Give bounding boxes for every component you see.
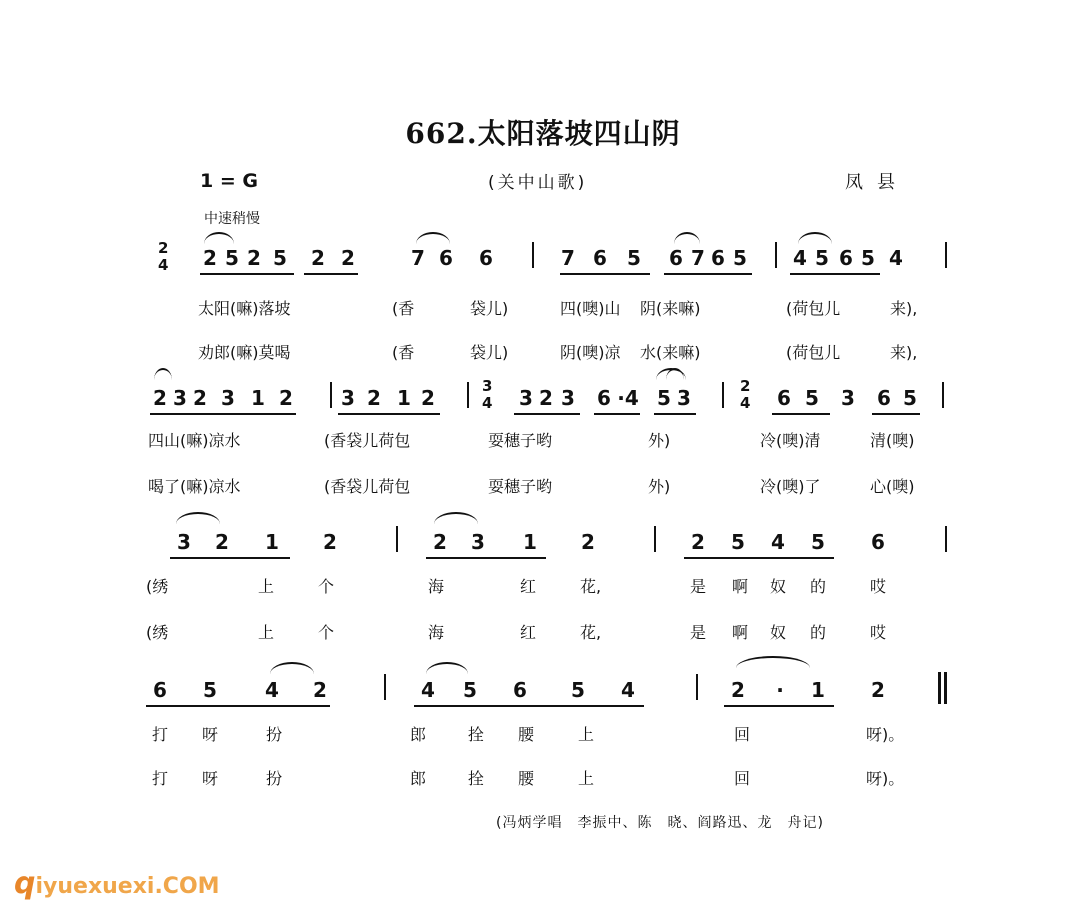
- lyric-verse-2: (香: [392, 343, 415, 362]
- note: 5: [815, 246, 829, 270]
- note: 5: [203, 678, 217, 702]
- time-signature: [740, 378, 750, 412]
- lyric-verse-2: 袋儿): [470, 343, 509, 362]
- slur-mark: [674, 232, 700, 244]
- note: ·4: [617, 386, 639, 410]
- lyric-verse-1: 呀: [202, 725, 219, 744]
- slur-mark: [176, 512, 220, 524]
- time-signature-bottom: 4: [158, 256, 169, 274]
- note: 2: [871, 678, 885, 702]
- lyric-verse-1: 来),: [890, 299, 918, 318]
- slur-mark: [204, 232, 234, 244]
- note: 2: [323, 530, 337, 554]
- note: 6: [839, 246, 853, 270]
- lyric-verse-1: 太阳(嘛)落坡: [198, 299, 291, 318]
- note: 2: [279, 386, 293, 410]
- note: 3: [561, 386, 575, 410]
- slur-mark: [798, 232, 832, 244]
- note: 3: [173, 386, 187, 410]
- note: 4: [265, 678, 279, 702]
- note: 6: [153, 678, 167, 702]
- place-label: 凤县: [845, 172, 909, 193]
- note: 6: [439, 246, 453, 270]
- slur-mark: [736, 656, 810, 668]
- lyric-verse-2: 劝郎(嘛)莫喝: [198, 343, 291, 362]
- time-signature-top: 2: [158, 239, 169, 257]
- note: 3: [341, 386, 355, 410]
- lyric-verse-1: (香袋儿荷包: [324, 431, 411, 450]
- lyric-verse-2: 冷(噢)了: [760, 477, 821, 496]
- lyric-verse-1: 是: [690, 577, 707, 596]
- lyric-verse-2: 阴(噢)凉: [560, 343, 621, 362]
- lyric-verse-2: 红: [520, 623, 537, 642]
- lyric-verse-2: 海: [428, 623, 445, 642]
- lyric-verse-1: 哎: [870, 577, 887, 596]
- note: 5: [903, 386, 917, 410]
- note: ·: [776, 678, 784, 702]
- barline: [945, 242, 947, 268]
- lyric-verse-2: 呀: [202, 769, 219, 788]
- lyric-verse-1: 的: [810, 577, 827, 596]
- lyric-verse-2: 花,: [580, 623, 602, 642]
- beam-underline: [170, 557, 290, 559]
- note: 2: [215, 530, 229, 554]
- note: 2: [203, 246, 217, 270]
- lyric-verse-1: 阴(来嘛): [640, 299, 701, 318]
- beam-underline: [684, 557, 834, 559]
- lyric-verse-1: 红: [520, 577, 537, 596]
- lyric-verse-1: 袋儿): [470, 299, 509, 318]
- lyric-verse-2: 耍穗子哟: [488, 477, 553, 496]
- lyric-verse-2: 喝了(嘛)凉水: [148, 477, 241, 496]
- lyric-verse-2: 郎: [410, 769, 427, 788]
- time-signature: [482, 378, 492, 412]
- beam-underline: [724, 705, 834, 707]
- beam-underline: [304, 273, 358, 275]
- note: 7: [561, 246, 575, 270]
- note: 6: [593, 246, 607, 270]
- barline: [775, 242, 777, 268]
- beam-underline: [664, 273, 752, 275]
- note: 2: [193, 386, 207, 410]
- beam-underline: [872, 413, 920, 415]
- lyric-verse-2: (绣: [146, 623, 169, 642]
- beam-underline: [514, 413, 580, 415]
- note: 7: [411, 246, 425, 270]
- note: 2: [367, 386, 381, 410]
- lyric-verse-2: 打: [152, 769, 169, 788]
- time-signature-top: 3: [482, 377, 493, 395]
- watermark-text: iyuexuexi.COM: [35, 874, 220, 899]
- note: 1: [265, 530, 279, 554]
- lyric-verse-2: 个: [318, 623, 335, 642]
- lyric-verse-2: 心(噢): [870, 477, 915, 496]
- note: 4: [771, 530, 785, 554]
- note: 1: [397, 386, 411, 410]
- lyric-verse-2: 呀)。: [866, 769, 905, 788]
- note: 1: [811, 678, 825, 702]
- barline: [654, 526, 656, 552]
- lyric-verse-1: 郎: [410, 725, 427, 744]
- note: 2: [313, 678, 327, 702]
- note: 6: [597, 386, 611, 410]
- lyric-verse-1: 打: [152, 725, 169, 744]
- final-barline: [944, 672, 947, 704]
- lyric-verse-2: 来),: [890, 343, 918, 362]
- lyric-verse-2: 哎: [870, 623, 887, 642]
- barline: [467, 382, 469, 408]
- time-signature-bottom: 4: [740, 394, 751, 412]
- note: 3: [177, 530, 191, 554]
- note: 2: [341, 246, 355, 270]
- slur-mark: [426, 662, 468, 674]
- barline: [696, 674, 698, 700]
- lyric-verse-1: (荷包儿: [786, 299, 841, 318]
- lyric-verse-1: 耍穗子哟: [488, 431, 553, 450]
- slur-mark: [434, 512, 478, 524]
- time-signature: [158, 240, 168, 274]
- note: 7: [691, 246, 705, 270]
- note: 5: [571, 678, 585, 702]
- beam-underline: [560, 273, 650, 275]
- lyric-verse-2: 拴: [468, 769, 485, 788]
- lyric-verse-1: 清(噢): [870, 431, 915, 450]
- lyric-verse-2: 上: [578, 769, 595, 788]
- lyric-verse-1: 呀)。: [866, 725, 905, 744]
- barline: [384, 674, 386, 700]
- site-watermark: [14, 866, 220, 901]
- note: 3: [841, 386, 855, 410]
- note: 5: [861, 246, 875, 270]
- note: 2: [731, 678, 745, 702]
- note: 6: [877, 386, 891, 410]
- lyric-verse-2: 外): [648, 477, 671, 496]
- note: 4: [793, 246, 807, 270]
- lyric-verse-2: 腰: [518, 769, 535, 788]
- watermark-logo-icon: q: [14, 866, 36, 901]
- beam-underline: [146, 705, 330, 707]
- lyric-verse-2: 是: [690, 623, 707, 642]
- note: 2: [247, 246, 261, 270]
- note: 6: [871, 530, 885, 554]
- note: 6: [513, 678, 527, 702]
- note: 3: [677, 386, 691, 410]
- beam-underline: [790, 273, 880, 275]
- lyric-verse-1: 四(噢)山: [560, 299, 621, 318]
- beam-underline: [150, 413, 296, 415]
- tempo-marking: 中速稍慢: [204, 211, 260, 227]
- note: 6: [479, 246, 493, 270]
- barline: [722, 382, 724, 408]
- lyric-verse-2: 奴: [770, 623, 787, 642]
- final-barline: [938, 672, 941, 704]
- barline: [532, 242, 534, 268]
- slur-mark: [154, 368, 172, 380]
- credit-line: (冯炳学唱 李振中、陈 晓、阎路迅、龙 舟记): [496, 815, 824, 831]
- slur-mark: [270, 662, 314, 674]
- key-signature: 1 = G: [200, 170, 258, 192]
- slur-mark: [416, 232, 450, 244]
- barline: [945, 526, 947, 552]
- lyric-verse-1: 外): [648, 431, 671, 450]
- beam-underline: [200, 273, 294, 275]
- note: 5: [657, 386, 671, 410]
- note: 1: [251, 386, 265, 410]
- lyric-verse-1: 个: [318, 577, 335, 596]
- beam-underline: [414, 705, 644, 707]
- lyric-verse-1: 扮: [266, 725, 283, 744]
- note: 1: [523, 530, 537, 554]
- note: 2: [691, 530, 705, 554]
- note: 2: [421, 386, 435, 410]
- beam-underline: [772, 413, 830, 415]
- beam-underline: [654, 413, 696, 415]
- barline: [396, 526, 398, 552]
- note: 5: [273, 246, 287, 270]
- lyric-verse-1: 奴: [770, 577, 787, 596]
- genre-label: (关中山歌): [488, 173, 588, 193]
- note: 6: [777, 386, 791, 410]
- note: 2: [311, 246, 325, 270]
- note: 3: [471, 530, 485, 554]
- barline: [330, 382, 332, 408]
- lyric-verse-1: 上: [258, 577, 275, 596]
- time-signature-top: 2: [740, 377, 751, 395]
- note: 5: [811, 530, 825, 554]
- lyric-verse-2: (香袋儿荷包: [324, 477, 411, 496]
- note: 3: [519, 386, 533, 410]
- lyric-verse-1: 拴: [468, 725, 485, 744]
- note: 4: [421, 678, 435, 702]
- note: 2: [539, 386, 553, 410]
- time-signature-bottom: 4: [482, 394, 493, 412]
- note: 6: [669, 246, 683, 270]
- lyric-verse-1: 四山(嘛)凉水: [148, 431, 241, 450]
- lyric-verse-1: (绣: [146, 577, 169, 596]
- barline: [942, 382, 944, 408]
- lyric-verse-1: 花,: [580, 577, 602, 596]
- lyric-verse-2: 扮: [266, 769, 283, 788]
- note: 4: [889, 246, 903, 270]
- lyric-verse-1: 腰: [518, 725, 535, 744]
- note: 5: [627, 246, 641, 270]
- note: 5: [731, 530, 745, 554]
- lyric-verse-1: 回: [734, 725, 751, 744]
- note: 3: [221, 386, 235, 410]
- note: 5: [805, 386, 819, 410]
- lyric-verse-1: (香: [392, 299, 415, 318]
- note: 5: [463, 678, 477, 702]
- note: 2: [433, 530, 447, 554]
- lyric-verse-2: 回: [734, 769, 751, 788]
- note: 5: [733, 246, 747, 270]
- slur-mark: [666, 368, 684, 380]
- lyric-verse-1: 冷(噢)清: [760, 431, 821, 450]
- lyric-verse-2: 啊: [732, 623, 749, 642]
- beam-underline: [426, 557, 546, 559]
- lyric-verse-1: 上: [578, 725, 595, 744]
- lyric-verse-1: 啊: [732, 577, 749, 596]
- note: 2: [153, 386, 167, 410]
- lyric-verse-2: 上: [258, 623, 275, 642]
- beam-underline: [594, 413, 640, 415]
- lyric-verse-2: 水(来嘛): [640, 343, 701, 362]
- beam-underline: [338, 413, 440, 415]
- page-title: 662.太阳落坡四山阴: [405, 117, 681, 150]
- note: 4: [621, 678, 635, 702]
- lyric-verse-2: 的: [810, 623, 827, 642]
- note: 6: [711, 246, 725, 270]
- lyric-verse-1: 海: [428, 577, 445, 596]
- note: 5: [225, 246, 239, 270]
- note: 2: [581, 530, 595, 554]
- lyric-verse-2: (荷包儿: [786, 343, 841, 362]
